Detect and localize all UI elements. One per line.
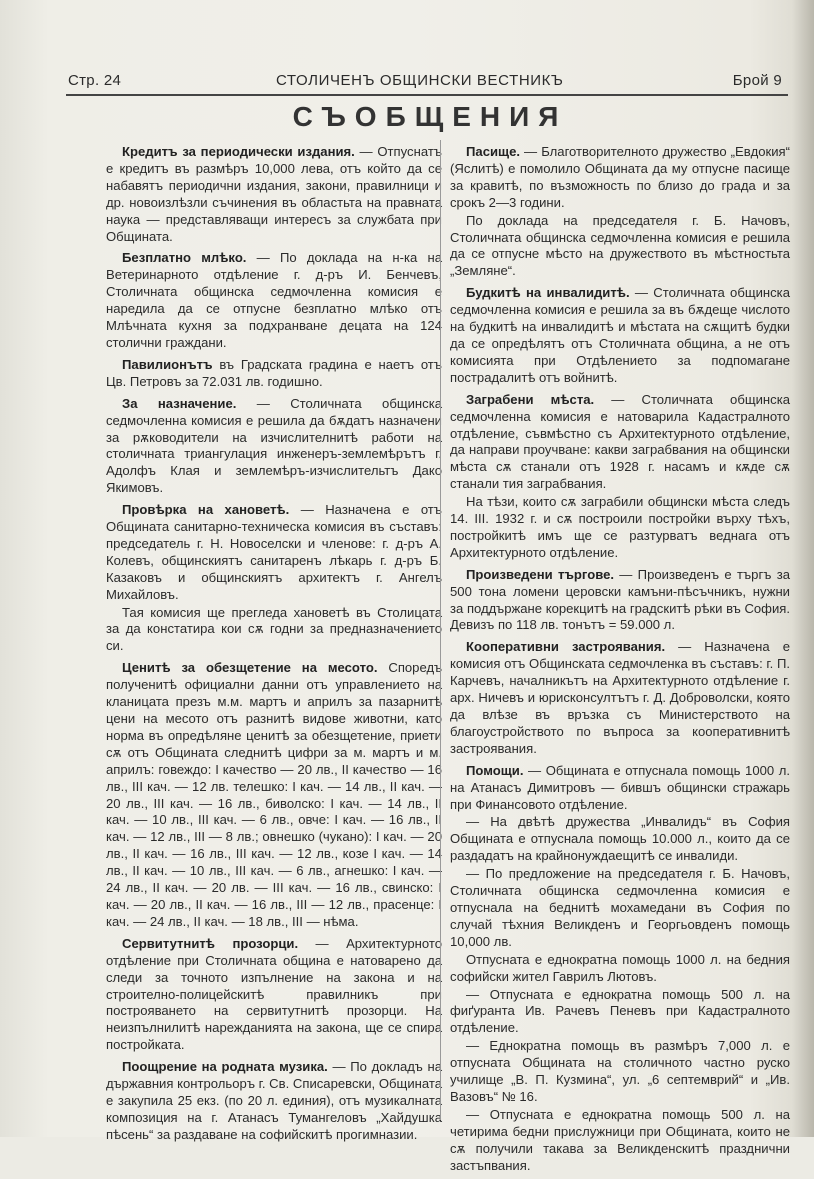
notice-text: въ Градската градина е наетъ отъ Цв. Петровъ за 72.031 лв. годишно. (106, 356, 442, 389)
notice-text: Отпусната е еднократна помощь 1000 л. на бедния софийски жител Гаврилъ Лютовъ. (450, 951, 790, 984)
notice-text: — По предложение на председателя г. Б. Начовъ, Столичната общинска седмочленна комисия е отпуснала на беднитѣ мохамедани въ София по случай тѣхния Великденъ и Георгьовденъ помощь 10,000 лв. (450, 866, 790, 949)
notice (106, 660, 442, 931)
left-column (106, 144, 442, 1149)
notice (450, 639, 790, 757)
notice (106, 144, 442, 245)
notice-heading: Павилионътъ (122, 356, 213, 372)
notice-heading: Сервитутнитѣ прозорци. (122, 935, 299, 951)
notice-text: — Столичната общинска седмочленна комисия е натоварила Кадастралното отдѣление, съвмѣстно съ Архитектурното отдѣление, да направи проучване: какви заграбвания на общински мѣста сѫ станали отъ 1928 г. насамъ и кѫде сѫ станали тия заграбвания. (450, 391, 790, 492)
notice-heading: Пасище. (466, 144, 520, 159)
header-rule (66, 94, 788, 96)
notice-continuation (450, 814, 790, 865)
notice-text: — Отпусната е еднократна помощь 500 л. на фиґуранта Ив. Рачевъ Пеневъ при Кадастралното отдѣление. (450, 986, 790, 1036)
notice-text: На тѣзи, които сѫ заграбили общински мѣста следъ 14. III. 1932 г. и сѫ построили постройки върху тѣхъ, постройкитѣ имъ ще се разтурватъ веднага отъ Архитектурното отдѣление. (450, 494, 790, 560)
notice (450, 392, 790, 493)
notice (106, 1059, 442, 1144)
newspaper-title: СТОЛИЧЕНЪ ОБЩИНСКИ ВЕСТНИКЪ (276, 72, 564, 89)
notice-text: — Назначена е отъ Общината санитарно-техническа комисия въ съставъ: председатель г. Н. Новоселски и членове: г. д-ръ А. Колевъ, общинскиятъ санитаренъ лѣкарь г. д-ръ Б. Казаковъ и общинскиятъ архитектъ г. Ангелъ Михайловъ. (106, 502, 442, 602)
notice-continuation (450, 1038, 790, 1106)
notice-text: — По докладъ на държавния контрольоръ г. Св. Списаревски, Общината е закупила 25 екз. (по 20 л. единия), отъ музикалната композиция на г. Атанасъ Тумангеловъ „Хайдушка пѣсень“ за раздаване на софийскитѣ прогимназии. (106, 1059, 442, 1142)
page-binding-shadow (792, 0, 814, 1137)
notice (106, 396, 442, 497)
notice (106, 357, 442, 391)
notice (106, 250, 442, 351)
notice-continuation (450, 987, 790, 1038)
notice-text: Споредъ полученитѣ официални данни отъ управлението на кланицата презъ м.м. мартъ и априлъ за пазарнитѣ цени на месото отъ разнитѣ видове животни, като норма въ опредѣляне ценитѣ за обезщетение, приети сѫ отъ Общината следнитѣ цифри за м. мартъ и м. априлъ: говеждо: I качество — 20 лв., II качество — 16 лв., III кач. — 12 лв. телешко: I кач. — 14 лв., II кач. — 20 лв., III кач. — 16 лв., биволско: I кач. — 14 лв., II кач. — 10 лв., III кач. — 6 лв., овче: I кач. — 16 лв., II кач. — 12 лв., III — 8 лв.; овнешко (чукано): I кач. — 20 лв., II кач. — 16 лв., III кач. — 12 лв., козе I кач. — 14 лв., II кач. — 10 лв., III кач. — 6 лв., агнешко: I кач. — 24 лв., II кач. — 20 лв. — III кач. — 16 лв., свинско: I кач. — 20 лв., II кач. — 16 лв., III — 12 лв., прасенце: I кач. — 24 лв., II кач. — 18 лв., III — нѣма. (106, 660, 442, 929)
issue-number: Брой 9 (732, 72, 782, 89)
page-title: СЪОБЩЕНИЯ (292, 101, 568, 132)
notice-text: По доклада на председателя г. Б. Начовъ, Столичната общинска седмочленна комисия е решила да се отпусне мѣсто на дружеството въ мѣстностьта „Земляне“. (450, 212, 790, 279)
notice-text: — Благотворителното дружество „Евдокия“ (Яслитѣ) е помолило Общината да му отпусне пасище за кравитѣ, по възможность по близо до града и за срокъ 2—3 години. (450, 144, 790, 210)
page-header (68, 72, 788, 92)
notice-text: — По доклада на н-ка на Ветеринарното отдѣление г. д-ръ И. Бенчевъ, Столичната общинска седмочленна комисия е наредила да се отпусне безплатно млѣко отъ Млѣчната кухня за подхранване децата на 124 столични граждани. (106, 250, 442, 350)
notice-text: — Еднократна помощь въ размѣръ 7,000 л. е отпусната Общината на столичното частно руско училище „В. П. Кузмина“, ул. „6 септемврий“ и „Ив. Вазовъ“ № 16. (450, 1038, 790, 1104)
notice (450, 763, 790, 814)
notice-heading: Кредитъ за периодически издания. (122, 144, 355, 159)
page-number: Стр. 24 (68, 72, 122, 89)
notice-text: — Общината е отпуснала помощь 1000 л. на Атанасъ Димитровъ — бившъ общински стражарь при Финансовото отдѣление. (450, 762, 790, 812)
notice-text: — Отпуснатъ е кредитъ въ размѣръ 10,000 лева, отъ който да се набавятъ периодични издания, закони, правилници и др. новоизлѣзли съчинения въ областьта на правната наука — представляващи интересъ за службата при Общината. (106, 144, 442, 244)
notice-heading: За назначение. (122, 395, 237, 411)
right-column (450, 144, 790, 1179)
notice-continuation (450, 494, 790, 562)
notice-heading: Провѣрка на хановетѣ. (122, 502, 290, 518)
notice-text: — На двѣтѣ дружества „Инвалидъ“ въ София Общината е отпуснала помощь 10.000 л., които да се раздадатъ на крайнонуждаещитѣ се инвалиди. (450, 814, 790, 864)
notice-text: — Столичната общинска седмочленна комисия е решила за въ бѫдеще числото на будкитѣ на инвалидитѣ и мѣстата на сѫщитѣ будки да се опредѣлятъ отъ Столичната община, а не отъ комисията при Отдѣлението за подпомагане пострадалитѣ отъ войнитѣ. (450, 285, 790, 385)
notice-heading: Заграбени мѣста. (466, 391, 595, 407)
notice-heading: Кооперативни застроявания. (466, 639, 666, 655)
notice (450, 144, 790, 212)
notice-continuation (450, 952, 790, 986)
notice (450, 567, 790, 635)
notice (106, 936, 442, 1054)
notice-continuation (450, 1107, 790, 1175)
notice-text: — Произведенъ е търгъ за 500 тона ломени церовски камъни-пѣсъчникъ, нужни за поддържане корекцитѣ на градскитѣ рѣки въ София. Девизъ по 118 лв. тонътъ = 59.000 л. (450, 566, 790, 633)
notice-text: — Архитектурното отдѣление при Столичната община е натоварено да следи за точното изпълнение на закона и на строително-полицейскитѣ правилникъ при построяването на сервитутнитѣ прозорци. На неизпълнилитѣ нарежданията на закона, ще се спира постройката. (106, 935, 442, 1053)
notice-text: — Назначена е комисия отъ Общинската седмочленка въ съставъ: г. П. Карчевъ, началникътъ на Архитектурното отдѣление г. арх. Ничевъ и юрисконсултътъ г. Д. Доброволски, която да влѣзе въ връзка съ Министерството на благоустройството по въпроса за кооперативнитѣ застроявания. (450, 639, 790, 756)
column-divider (440, 140, 441, 1120)
notice-heading: Ценитѣ за обезщетение на месото. (122, 660, 378, 676)
notice-heading: Поощрение на родната музика. (122, 1059, 328, 1075)
notice-continuation (450, 213, 790, 281)
notice-continuation (450, 866, 790, 951)
notice-text: — Отпусната е еднократна помощь 500 л. на четирима бедни прислужници при Общината, които не сѫ получили такава за Великденскитѣ празднични застъпвания. (450, 1106, 790, 1173)
notice (106, 502, 442, 603)
notice-heading: Безплатно млѣко. (122, 250, 247, 266)
notice-text: Тая комисия ще прегледа хановетѣ въ Столицата за да констатира кои сѫ годни за предназначението си. (106, 604, 442, 654)
notice-heading: Произведени търгове. (466, 566, 614, 582)
notice-heading: Будкитѣ на инвалидитѣ. (466, 285, 630, 301)
notice-heading: Помощи. (466, 762, 524, 778)
notice-text: — Столичната общинска седмочленна комисия е решила да бѫдатъ назначени за рѫководители на изчислителнитѣ работи на столичната триангулация инженеръ-землемѣрътъ г. Адолфъ Клая и землемѣръ-изчислительтъ Дако Якимовъ. (106, 395, 442, 496)
notice-continuation (106, 605, 442, 656)
notice (450, 285, 790, 386)
